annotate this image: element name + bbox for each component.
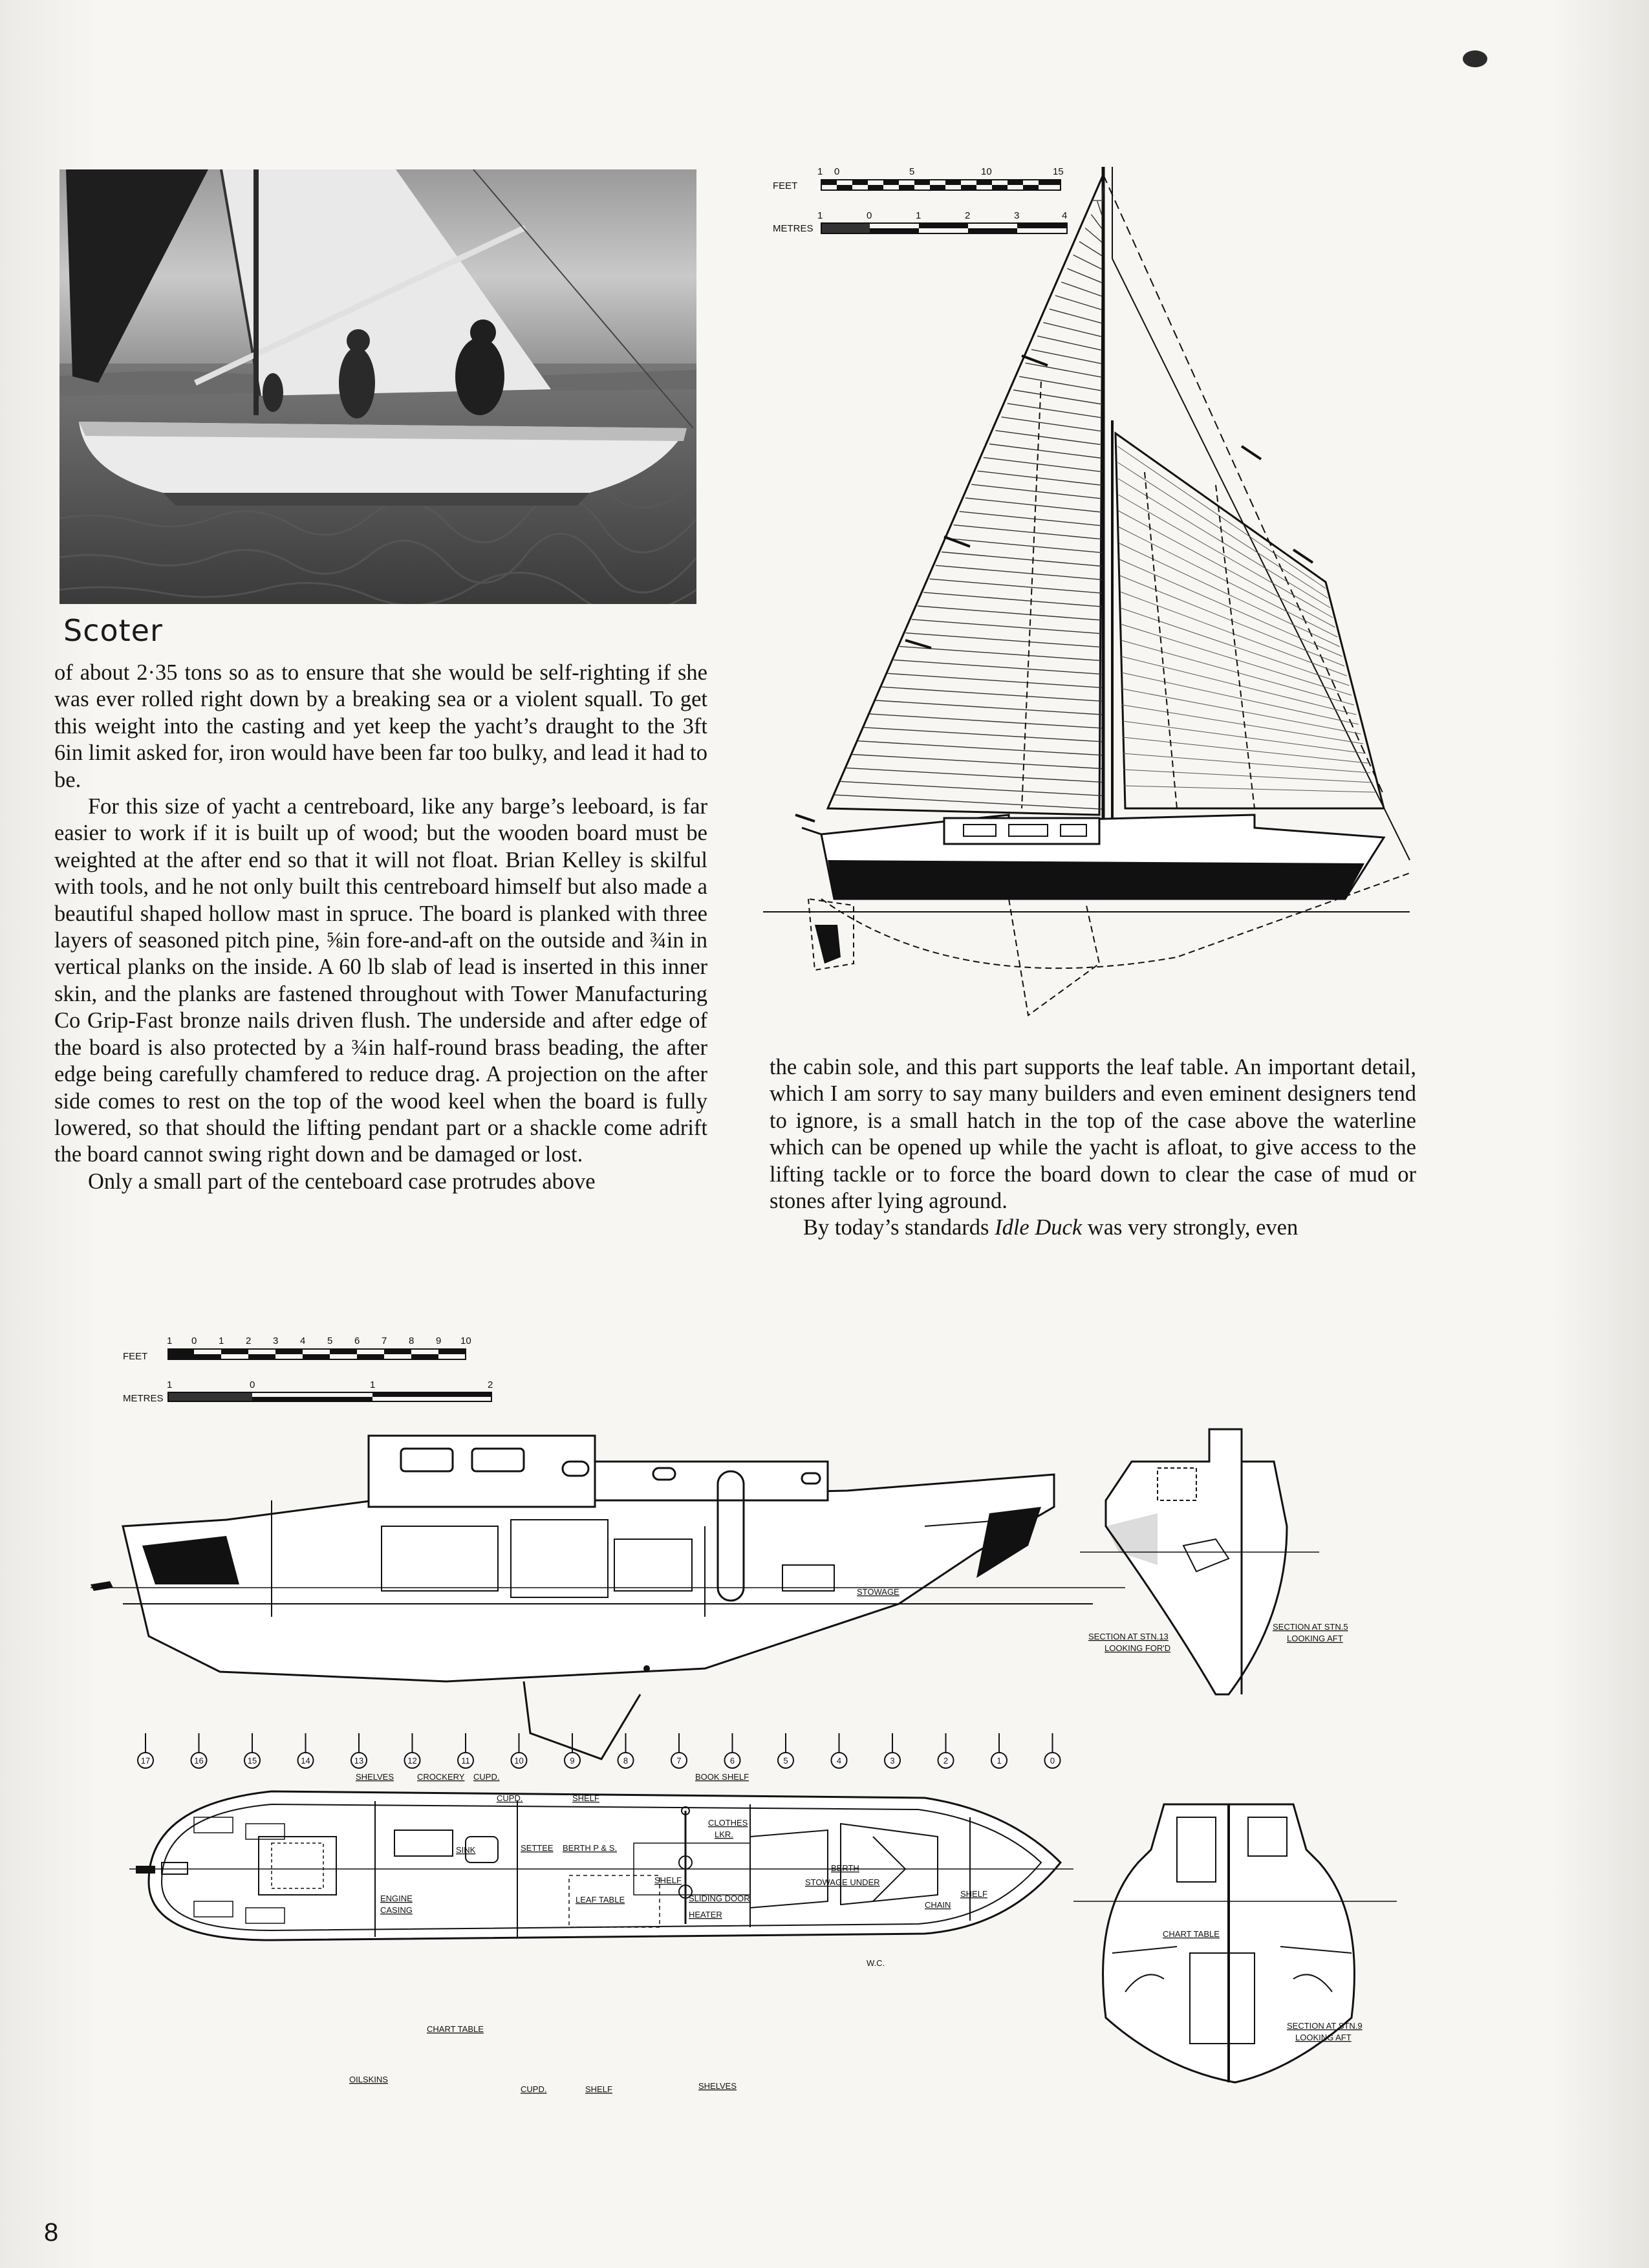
sail-cloth-line [1119, 511, 1335, 627]
station-number: 6 [729, 1756, 735, 1766]
plan-label: ENGINE [380, 1894, 413, 1903]
page-number: 8 [44, 2218, 59, 2247]
metres-scale-bar [821, 223, 1067, 233]
sail-cloth-line [912, 620, 1102, 634]
sail-cloth-line [1050, 309, 1102, 323]
sail-cloth-line [1092, 215, 1103, 229]
station-number: 16 [194, 1756, 204, 1766]
tick-label: 5 [909, 166, 915, 177]
sail-cloth-line [1097, 201, 1102, 215]
scale-feet-label: FEET [123, 1351, 148, 1362]
tick-label: 0 [191, 1335, 197, 1346]
plan-label: CUPD. [521, 2084, 547, 2094]
sail-cloth-line [888, 673, 1102, 687]
tick-label: 2 [488, 1379, 493, 1390]
tick-label: 4 [1062, 210, 1068, 221]
sail-cloth-line [846, 768, 1102, 782]
sail-cloth-line [1123, 753, 1371, 773]
plan-label: OILSKINS [349, 2075, 388, 2084]
section-stn13-sub: LOOKING FOR'D [1105, 1643, 1171, 1653]
sail-cloth-line [852, 755, 1102, 769]
plan-label: STOWAGE UNDER [805, 1877, 880, 1887]
scoter-photo [59, 169, 696, 604]
station-markers [138, 1733, 1061, 1768]
plan-label: LKR. [715, 1830, 733, 1839]
sail-cloth-line [1002, 417, 1102, 431]
plan-label: SHELF [960, 1889, 987, 1899]
station-number: 4 [836, 1756, 842, 1766]
tick-label: 5 [327, 1335, 333, 1346]
station-number: 9 [570, 1756, 575, 1766]
accommodation-plan-drawing [65, 1707, 1429, 2108]
sail-cloth-line [947, 539, 1102, 553]
sail-cloth-line [1123, 737, 1368, 763]
tick-label: 3 [273, 1335, 279, 1346]
metres-scale-ticks [167, 1379, 493, 1390]
plan-label: BOOK SHELF [695, 1772, 749, 1782]
station-number: 10 [514, 1756, 524, 1766]
tick-label: 15 [1053, 166, 1064, 177]
paragraph: For this size of yacht a centreboard, like any barge’s leeboard, is far easier to work if it is built up of wood; but the wooden board must be weighted at the after end so that it will not float. Brian Kelley is skilful with tools, and he not only built this centreboard himself but also made a beautiful shaped hollow mast in spruce. The board is planked with three layers of seasoned pitch pine, ⅝in fore-and-aft on the outside and ¾in in vertical planks on the inside. A 60 lb slab of lead is inserted in this inner skin, and the planks are fastened throughout with Tower Manufacturing Co Grip-Fast bronze nails driven flush. The underside and after edge of the board is also protected by a ¾in half-round brass beading, the after edge being carefully chamfered to reduce drag. A projection on the after side comes to rest on the top of the wood keel when the board is fully lowered, so that should the lifting pendant part or a shackle come adrift the board cannot swing right down and be damaged or lost. [54, 794, 707, 1167]
section-stn13-stn5 [1080, 1429, 1319, 1694]
foresail-cloths [834, 188, 1103, 809]
sail-cloth-line [1026, 363, 1102, 377]
tick-label: 2 [965, 210, 971, 221]
tick-label: 8 [409, 1335, 415, 1346]
sail-cloth-line [870, 714, 1102, 728]
tick-label: 10 [460, 1335, 471, 1346]
station-number: 1 [997, 1756, 1002, 1766]
feet-scale-bar [821, 180, 1061, 190]
section-stn13-label: SECTION AT STN.13 [1088, 1632, 1169, 1641]
sail-cloth-line [1123, 770, 1373, 783]
paragraph: Only a small part of the centeboard case protrudes above [88, 1169, 596, 1194]
plan-label: SHELVES [356, 1772, 394, 1782]
sail-cloth-line [1118, 495, 1332, 618]
sail-cloth-line [1008, 404, 1102, 418]
tick-label: 1 [817, 166, 823, 177]
station-number: 7 [676, 1756, 682, 1766]
sail-cloth-line [1119, 527, 1337, 637]
plan-label: CLOTHES [708, 1818, 748, 1828]
plan-label: SINK [456, 1845, 476, 1855]
sail-cloth-line [840, 781, 1103, 795]
plan-label: SLIDING DOOR [689, 1894, 750, 1903]
paragraph-continued [770, 1215, 1416, 1241]
sail-cloth-line [881, 687, 1102, 701]
sail-cloth-line [1118, 479, 1330, 608]
article-left-column [54, 660, 707, 1195]
station-number: 8 [623, 1756, 629, 1766]
station-number: 2 [943, 1756, 949, 1766]
station-number: 14 [301, 1756, 310, 1766]
mainsail [1116, 433, 1384, 808]
sail-cloth-line [918, 606, 1102, 620]
plan-label: SHELF [572, 1793, 599, 1803]
sail-cloth-line [942, 552, 1102, 567]
scale-feet-label: FEET [773, 180, 798, 191]
sail-cloth-line [936, 565, 1102, 579]
sail-cloth-line [1079, 242, 1102, 256]
scale-metres-label: METRES [773, 223, 814, 234]
sail-plan-drawing [763, 162, 1423, 1022]
feet-scale-ticks [167, 1335, 471, 1346]
sail-cloth-line [1067, 268, 1102, 283]
stowage-label: STOWAGE [857, 1587, 900, 1597]
sail-cloth-line [864, 728, 1102, 742]
plan-label: CHART TABLE [427, 2024, 484, 2034]
tick-label: 2 [246, 1335, 252, 1346]
mainsail-cloths [1117, 446, 1375, 792]
sail-cloth-line [876, 700, 1102, 715]
tick-label: 0 [834, 166, 840, 177]
sail-cloth-line [954, 525, 1103, 539]
sail-plan-hull [763, 815, 1410, 1015]
tick-label: 0 [867, 210, 872, 221]
station-number: 17 [140, 1756, 151, 1766]
sail-cloth-line [1121, 673, 1358, 724]
plan-label: BERTH P & S. [563, 1843, 618, 1853]
plan-label: CASING [380, 1905, 413, 1915]
sail-cloth-line [923, 592, 1102, 607]
sail-cloth-line [1061, 282, 1102, 296]
tick-label: 1 [916, 210, 921, 221]
tick-label: 1 [370, 1379, 376, 1390]
sail-cloth-line [1055, 296, 1102, 310]
plan-label: SHELVES [698, 2081, 737, 2091]
sail-cloth-line [1019, 376, 1102, 391]
feet-scale-ticks [817, 166, 1064, 177]
station-number: 3 [890, 1756, 895, 1766]
feet-scale-bar [168, 1349, 466, 1359]
sail-cloth-line [1119, 559, 1342, 656]
sail-cloth-line [857, 741, 1102, 755]
metres-scale-bar [168, 1392, 491, 1401]
tick-label: 3 [1014, 210, 1020, 221]
plan-label: LEAF TABLE [576, 1895, 625, 1905]
sail-cloth-line [834, 795, 1102, 809]
plan-label: HEATER [689, 1910, 722, 1919]
section-stn5-sub: LOOKING AFT [1287, 1634, 1343, 1643]
plan-label: CUPD. [473, 1772, 500, 1782]
tick-label: 1 [219, 1335, 224, 1346]
sail-cloth-line [1122, 705, 1363, 744]
plan-label: BERTH [831, 1863, 859, 1873]
plan-label: SETTEE [521, 1843, 554, 1853]
section-stn9-label: SECTION AT STN.9 [1287, 2021, 1363, 2031]
photo-caption: Scoter [63, 613, 163, 648]
sail-cloth-line [1031, 349, 1102, 363]
sail-cloth-line [894, 660, 1102, 674]
text-run: By today’s standards [803, 1215, 995, 1240]
station-number: 12 [407, 1756, 417, 1766]
plan-label: CROCKERY [417, 1772, 465, 1782]
section-label: CHART TABLE [1163, 1929, 1220, 1939]
plan-label: CHAIN [925, 1900, 951, 1910]
sail-cloth-line [1073, 255, 1102, 269]
section-stn5-label: SECTION AT STN.5 [1273, 1622, 1348, 1632]
article-right-column [770, 1054, 1416, 1242]
sail-cloth-line [960, 512, 1102, 526]
tick-label: 0 [250, 1379, 255, 1390]
section-stn9-sub: LOOKING AFT [1295, 2033, 1352, 2042]
tick-label: 7 [382, 1335, 387, 1346]
text-run: was very strongly, even [1082, 1215, 1299, 1240]
sail-cloth-line [989, 444, 1102, 459]
tick-label: 10 [981, 166, 992, 177]
metres-scale-ticks [817, 210, 1067, 221]
sail-cloth-line [1085, 228, 1102, 243]
plan-label: SHELF [585, 2084, 612, 2094]
profile-drawing [58, 1332, 1436, 1772]
scale-metres-label: METRES [123, 1393, 164, 1404]
plan-label: SHELF [654, 1875, 682, 1885]
tick-label: 1 [167, 1335, 173, 1346]
station-number: 11 [461, 1756, 470, 1766]
sail-cloth-line [1043, 323, 1102, 337]
sail-cloth-line [905, 633, 1102, 647]
paragraph: the cabin sole, and this part supports the leaf table. An important detail, which I am sorry to say many builders and even eminent designers tend to ignore, is a small hatch in the top of the case above the waterline which can be opened up while the yacht is afloat, to give access to the lifting tackle or to force the board down to clear the case of mud or stones after lying aground. [770, 1055, 1416, 1214]
plan-label: W.C. [867, 1958, 885, 1968]
sail-cloth-line [1124, 786, 1375, 792]
dashed-rigging [1022, 382, 1255, 808]
station-number: 0 [1050, 1756, 1055, 1766]
sail-cloth-line [984, 457, 1102, 471]
sail-cloth-line [978, 471, 1103, 485]
tick-label: 1 [167, 1379, 173, 1390]
plan-view [129, 1791, 1073, 1940]
tick-label: 1 [817, 210, 823, 221]
station-number: 5 [783, 1756, 788, 1766]
sail-cloth-line [929, 579, 1102, 593]
station-number: 13 [354, 1756, 364, 1766]
sail-cloth-line [1013, 390, 1102, 404]
paragraph: of about 2·35 tons so as to ensure that she would be self-righting if she was ever rolled right down by a breaking sea or a violent squall. To get this weight into the casting and yet keep the yacht’s draught to the 3ft 6in limit asked for, iron would have been far too bulky, and lead it had to be. [54, 660, 707, 792]
station-number: 15 [247, 1756, 257, 1766]
ink-spot [1463, 50, 1487, 67]
sail-cloth-line [965, 498, 1102, 512]
backstay [1112, 259, 1410, 860]
sail-cloth-line [1121, 608, 1350, 686]
plan-label: CUPD. [497, 1793, 523, 1803]
boat-name: Idle Duck [995, 1215, 1083, 1240]
sail-cloth-line [995, 431, 1102, 445]
tick-label: 4 [300, 1335, 306, 1346]
tick-label: 9 [436, 1335, 442, 1346]
sail-cloth-line [1037, 336, 1102, 351]
tick-label: 6 [354, 1335, 360, 1346]
